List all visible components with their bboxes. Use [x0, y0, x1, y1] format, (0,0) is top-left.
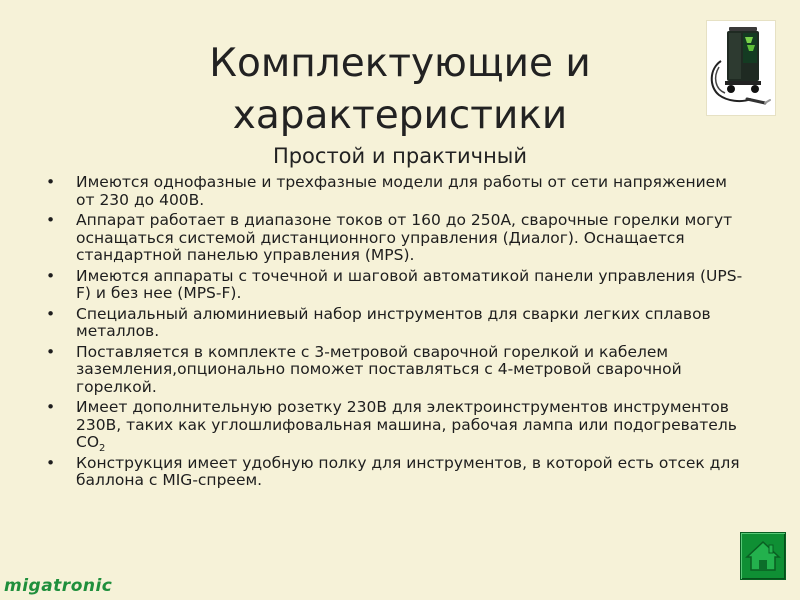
- bullet-item: [44, 398, 744, 455]
- home-button[interactable]: [740, 532, 786, 580]
- bullet-marker: •: [46, 398, 56, 416]
- welding-machine-image: [706, 20, 776, 116]
- slide-title-line-1: Комплектующие и: [209, 41, 591, 86]
- bullet-text: Конструкция имеет удобную полку для инструментов, в которой есть отсек для баллона с MIG-спреем.: [76, 453, 740, 489]
- bullet-item: [44, 455, 744, 490]
- slide-title: [150, 38, 650, 142]
- welding-machine-icon: [707, 21, 775, 115]
- bullet-text: Имеются однофазные и трехфазные модели для работы от сети напряжением от 230 до 400В.: [76, 173, 727, 209]
- slide-title-line-2: характеристики: [232, 93, 568, 138]
- bullet-item: [44, 306, 744, 341]
- bullet-text: Поставляется в комплекте с 3-метровой сварочной горелкой и кабелем заземления,опционально поможет поставляться с 4-метровой сварочной горелкой.: [76, 342, 682, 396]
- bullet-marker: •: [46, 453, 56, 472]
- home-icon: [741, 533, 785, 579]
- bullet-list: [44, 174, 744, 493]
- bullet-text: Имеет дополнительную розетку 230В для электроинструментов инструментов 230В, таких как углошлифовальная машина, рабочая лампа или подогреватель СО: [76, 398, 737, 451]
- bullet-text: Аппарат работает в диапазоне токов от 160 до 250А, сварочные горелки могут оснащаться системой дистанционного управления (Диалог). Оснащается стандартной панелью управления (MPS).: [76, 211, 733, 264]
- bullet-item: [44, 268, 744, 303]
- bullet-item: [44, 212, 744, 265]
- bullet-marker: •: [46, 266, 56, 285]
- bullet-text: Специальный алюминиевый набор инструментов для сварки легких сплавов металлов.: [76, 304, 711, 340]
- bullet-marker: •: [46, 304, 56, 323]
- migatronic-logo: [4, 576, 112, 596]
- bullet-item: [44, 344, 744, 397]
- bullet-marker: •: [46, 173, 56, 191]
- bullet-subscript: 2: [99, 443, 106, 455]
- slide-subtitle: Простой и практичный: [272, 144, 528, 168]
- bullet-text: Имеются аппараты с точечной и шаговой автоматикой панели управления (UPS-F) и без нее (MPS-F).: [76, 266, 743, 302]
- bullet-marker: •: [46, 342, 56, 361]
- bullet-marker: •: [46, 211, 56, 229]
- logo-text: migatronic: [4, 576, 113, 596]
- bullet-item: [44, 174, 744, 209]
